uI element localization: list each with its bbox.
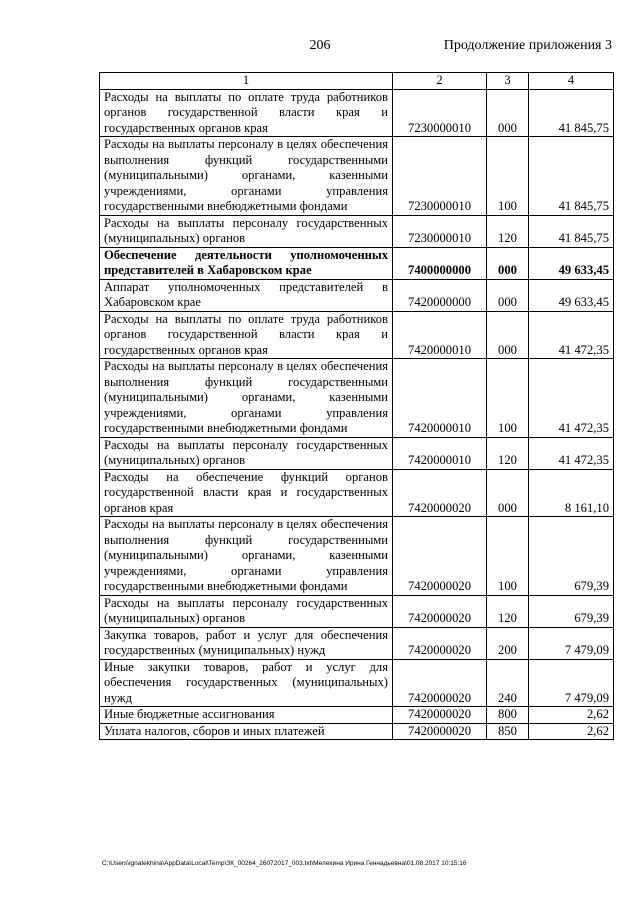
row-name: Иные бюджетные ассигнования (100, 707, 393, 724)
row-amount: 41 845,75 (529, 137, 614, 216)
row-name: Обеспечение деятельности уполномоченных представителей в Хабаровском крае (100, 247, 393, 279)
table-header-row (100, 73, 614, 90)
row-code: 7420000020 (393, 723, 487, 740)
row-type: 800 (487, 707, 529, 724)
table-row (100, 89, 614, 137)
row-amount: 679,39 (529, 595, 614, 627)
table-body (100, 89, 614, 740)
table-row (100, 437, 614, 469)
row-type: 000 (487, 89, 529, 137)
row-code: 7400000000 (393, 247, 487, 279)
table-row (100, 247, 614, 279)
row-name: Расходы на выплаты персоналу государственных (муниципальных) органов (100, 595, 393, 627)
table-row (100, 469, 614, 517)
table-row (100, 659, 614, 707)
row-amount: 41 472,35 (529, 437, 614, 469)
row-code: 7420000020 (393, 595, 487, 627)
row-code: 7230000010 (393, 89, 487, 137)
row-name: Расходы на выплаты персоналу в целях обеспечения выполнения функций государственными (муниципальными) органами, казенными учреждениями, органами управления государственными внебюджетными фондами (100, 517, 393, 596)
row-type: 100 (487, 137, 529, 216)
table-row (100, 707, 614, 724)
footer-file-path: C:\Users\ignatekhina\AppData\Local\Temp\ЗК_00264_26072017_003.txt\Мелехина Ирина Геннадьевна\01.08.2017 10:15:16 (102, 860, 467, 867)
row-name: Иные закупки товаров, работ и услуг для обеспечения государственных (муниципальных) нужд (100, 659, 393, 707)
table-row (100, 517, 614, 596)
table-row (100, 627, 614, 659)
column-header-4: 4 (529, 73, 614, 90)
row-amount: 8 161,10 (529, 469, 614, 517)
row-type: 120 (487, 215, 529, 247)
row-code: 7420000020 (393, 517, 487, 596)
row-code: 7420000020 (393, 469, 487, 517)
row-code: 7420000020 (393, 627, 487, 659)
row-type: 120 (487, 437, 529, 469)
column-header-2: 2 (393, 73, 487, 90)
row-name: Уплата налогов, сборов и иных платежей (100, 723, 393, 740)
budget-table (99, 72, 614, 740)
continuation-label: Продолжение приложения 3 (443, 38, 612, 53)
row-amount: 49 633,45 (529, 279, 614, 311)
row-code: 7230000010 (393, 137, 487, 216)
row-amount: 41 845,75 (529, 89, 614, 137)
table-row (100, 359, 614, 438)
row-code: 7230000010 (393, 215, 487, 247)
table-row (100, 311, 614, 359)
row-name: Расходы на выплаты по оплате труда работников органов государственной власти края и государственных органов края (100, 311, 393, 359)
table-row (100, 137, 614, 216)
row-type: 100 (487, 359, 529, 438)
row-code: 7420000020 (393, 659, 487, 707)
row-name: Расходы на выплаты персоналу государственных (муниципальных) органов (100, 215, 393, 247)
row-amount: 41 472,35 (529, 311, 614, 359)
row-type: 200 (487, 627, 529, 659)
row-code: 7420000010 (393, 311, 487, 359)
row-name: Расходы на выплаты персоналу в целях обеспечения выполнения функций государственными (муниципальными) органами, казенными учреждениями, органами управления государственными внебюджетными фондами (100, 359, 393, 438)
row-type: 000 (487, 247, 529, 279)
table-row (100, 279, 614, 311)
row-type: 120 (487, 595, 529, 627)
row-type: 240 (487, 659, 529, 707)
row-code: 7420000010 (393, 437, 487, 469)
row-name: Расходы на обеспечение функций органов государственной власти края и государственных органов края (100, 469, 393, 517)
row-code: 7420000010 (393, 359, 487, 438)
row-amount: 2,62 (529, 707, 614, 724)
row-code: 7420000000 (393, 279, 487, 311)
row-amount: 41 845,75 (529, 215, 614, 247)
row-amount: 41 472,35 (529, 359, 614, 438)
row-amount: 7 479,09 (529, 627, 614, 659)
column-header-3: 3 (487, 73, 529, 90)
row-name: Расходы на выплаты персоналу в целях обеспечения выполнения функций государственными (муниципальными) органами, казенными учреждениями, органами управления государственными внебюджетными фондами (100, 137, 393, 216)
page-number: 206 (309, 38, 331, 53)
row-amount: 7 479,09 (529, 659, 614, 707)
row-amount: 2,62 (529, 723, 614, 740)
row-amount: 679,39 (529, 517, 614, 596)
row-type: 850 (487, 723, 529, 740)
row-type: 000 (487, 279, 529, 311)
row-type: 000 (487, 311, 529, 359)
row-name: Расходы на выплаты персоналу государственных (муниципальных) органов (100, 437, 393, 469)
row-amount: 49 633,45 (529, 247, 614, 279)
row-type: 000 (487, 469, 529, 517)
row-type: 100 (487, 517, 529, 596)
table-row (100, 215, 614, 247)
row-name: Расходы на выплаты по оплате труда работников органов государственной власти края и государственных органов края (100, 89, 393, 137)
row-name: Закупка товаров, работ и услуг для обеспечения государственных (муниципальных) нужд (100, 627, 393, 659)
table-row (100, 595, 614, 627)
table-row (100, 723, 614, 740)
row-code: 7420000020 (393, 707, 487, 724)
row-name: Аппарат уполномоченных представителей в Хабаровском крае (100, 279, 393, 311)
column-header-1: 1 (100, 73, 393, 90)
